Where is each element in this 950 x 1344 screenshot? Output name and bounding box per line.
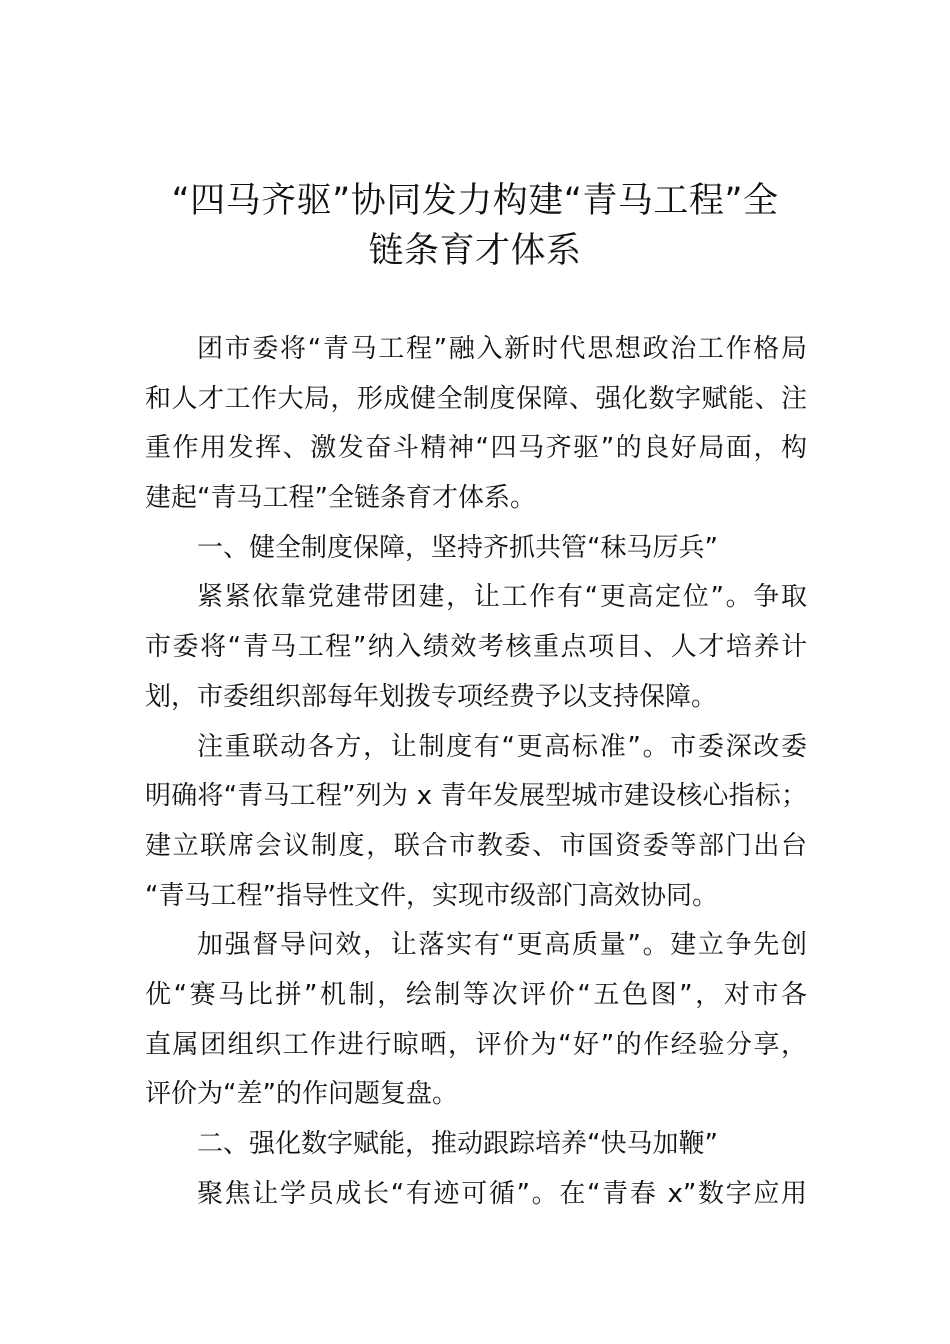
paragraph-line: 注重联动各方，让制度有“更高标准”。市委深改委 (197, 731, 807, 762)
paragraph-line: 重作用发挥、激发奋斗精神“四马齐驱”的良好局面，构 (145, 433, 807, 464)
title-line-2: 链条育才体系 (368, 231, 582, 271)
section-heading: 一、健全制度保障，坚持齐抓共管“秣马厉兵” (197, 532, 718, 563)
paragraph-line: 评价为“差”的作问题复盘。 (145, 1079, 458, 1110)
paragraph-line: “青马工程”指导性文件，实现市级部门高效协同。 (145, 880, 718, 911)
paragraph-line: 建立联席会议制度，联合市教委、市国资委等部门出台 (145, 830, 807, 861)
paragraph-line: 聚焦让学员成长“有迹可循”。在“青春 x”数字应用 (197, 1178, 807, 1209)
title-line-1: “四马齐驱”协同发力构建“青马工程”全 (171, 181, 779, 221)
paragraph-line: 紧紧依靠党建带团建，让工作有“更高定位”。争取 (197, 582, 807, 613)
paragraph-line: 建起“青马工程”全链条育才体系。 (145, 483, 536, 514)
document-body (145, 325, 807, 1219)
paragraph-line: 直属团组织工作进行晾晒，评价为“好”的作经验分享， (145, 1029, 807, 1060)
paragraph-line: 划，市委组织部每年划拨专项经费予以支持保障。 (145, 681, 718, 712)
paragraph-line: 加强督导问效，让落实有“更高质量”。建立争先创 (197, 930, 807, 961)
document-title (145, 176, 805, 276)
section-heading: 二、强化数字赋能，推动跟踪培养“快马加鞭” (197, 1129, 718, 1159)
paragraph-line: 和人才工作大局，形成健全制度保障、强化数字赋能、注 (145, 383, 807, 414)
paragraph-line: 明确将“青马工程”列为 x 青年发展型城市建设核心指标； (145, 781, 807, 812)
paragraph-line: 市委将“青马工程”纳入绩效考核重点项目、人才培养计 (145, 632, 807, 663)
paragraph-line: 团市委将“青马工程”融入新时代思想政治工作格局 (197, 334, 807, 364)
paragraph-line: 优“赛马比拼”机制，绘制等次评价“五色图”，对市各 (145, 979, 807, 1010)
